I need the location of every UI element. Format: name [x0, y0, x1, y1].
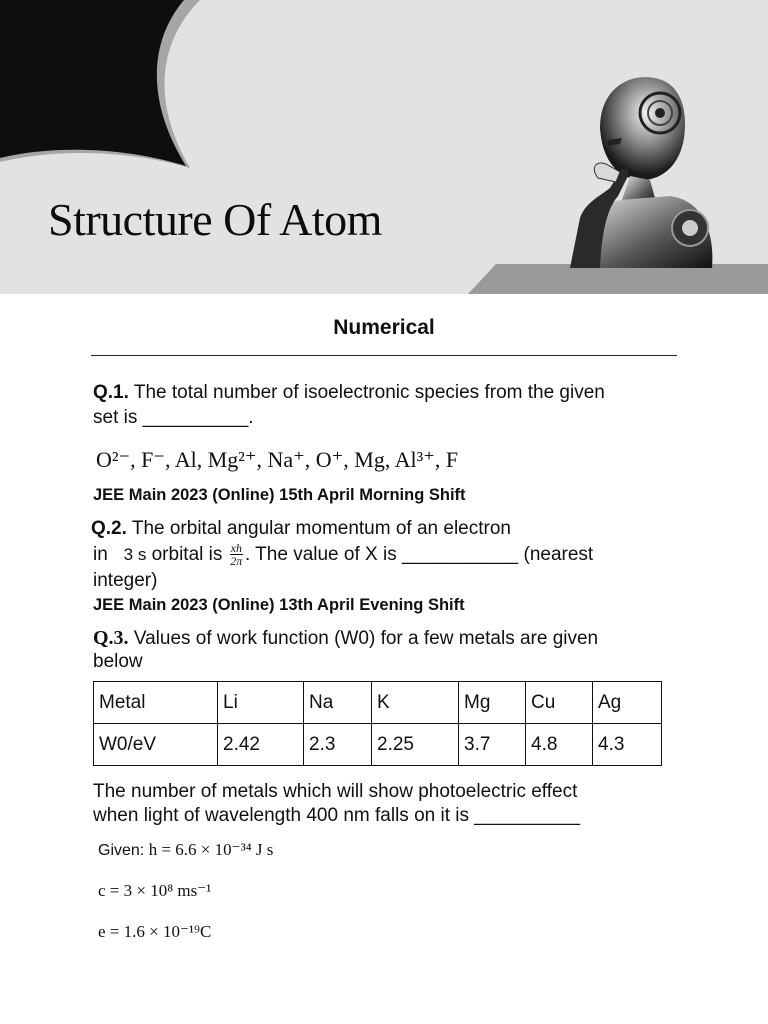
q3-label: Q.3. — [93, 627, 129, 649]
divider — [91, 355, 677, 356]
q2-text-orbital-is: orbital is — [151, 544, 223, 565]
q2-line1 — [91, 516, 511, 541]
q2-label: Q.2. — [91, 518, 127, 539]
table-cell: 4.3 — [593, 724, 662, 766]
section-heading: Numerical — [333, 316, 435, 339]
q3-follow-line2: when light of wavelength 400 nm falls on it is __________ — [93, 805, 580, 826]
table-cell: Ag — [593, 682, 662, 724]
q2-text-value: . The value of X is ___________ (nearest — [244, 544, 594, 565]
table-cell: 2.3 — [304, 724, 372, 766]
q3-line1 — [93, 626, 598, 651]
q1-label: Q.1. — [93, 382, 129, 403]
table-cell: 3.7 — [459, 724, 526, 766]
robot-thinker-icon — [560, 68, 720, 268]
q2-text-in: in — [93, 544, 108, 565]
q3-follow-line1: The number of metals which will show photoelectric effect — [93, 781, 578, 802]
q2-line2 — [93, 542, 593, 567]
table-cell: Metal — [94, 682, 218, 724]
q1-text-line2: set is __________. — [93, 407, 254, 428]
table-cell: Mg — [459, 682, 526, 724]
q3-text-line1: Values of work function (W0) for a few metals are given — [133, 628, 599, 649]
q2-text-line1: The orbital angular momentum of an electron — [131, 518, 511, 539]
table-cell: Na — [304, 682, 372, 724]
table-row — [94, 682, 662, 724]
q2-text-line3: integer) — [93, 570, 158, 591]
table-cell: Li — [218, 682, 304, 724]
table-cell: 2.25 — [372, 724, 459, 766]
given-e: e = 1.6 × 10⁻¹⁹C — [98, 922, 212, 941]
table-cell: K — [372, 682, 459, 724]
given-h-value: h = 6.6 × 10⁻³⁴ J s — [148, 840, 274, 859]
page-title: Structure Of Atom — [48, 194, 382, 245]
q1-source: JEE Main 2023 (Online) 15th April Morning Shift — [93, 486, 466, 504]
q2-frac-num: xh — [230, 541, 242, 556]
given-c: c = 3 × 10⁸ ms⁻¹ — [98, 881, 212, 900]
q2-frac-den: 2π — [230, 554, 243, 569]
table-row — [94, 724, 662, 766]
header-banner — [0, 0, 768, 294]
q3-text-line2: below — [93, 651, 143, 672]
q1-line1 — [93, 380, 605, 405]
q2-fraction — [230, 542, 243, 567]
q2-source: JEE Main 2023 (Online) 13th April Evening Shift — [93, 596, 465, 614]
table-cell: Cu — [526, 682, 593, 724]
q1-text-line1: The total number of isoelectronic species from the given — [133, 382, 605, 403]
table-cell: 4.8 — [526, 724, 593, 766]
table-cell: 2.42 — [218, 724, 304, 766]
q1-species-list: O²⁻, F⁻, Al, Mg²⁺, Na⁺, O⁺, Mg, Al³⁺, F — [96, 447, 459, 472]
given-label: Given: — [98, 842, 145, 859]
given-h — [98, 840, 273, 860]
work-function-table — [93, 681, 662, 766]
table-cell: W0/eV — [94, 724, 218, 766]
q2-orbital: 3 s — [123, 545, 147, 564]
